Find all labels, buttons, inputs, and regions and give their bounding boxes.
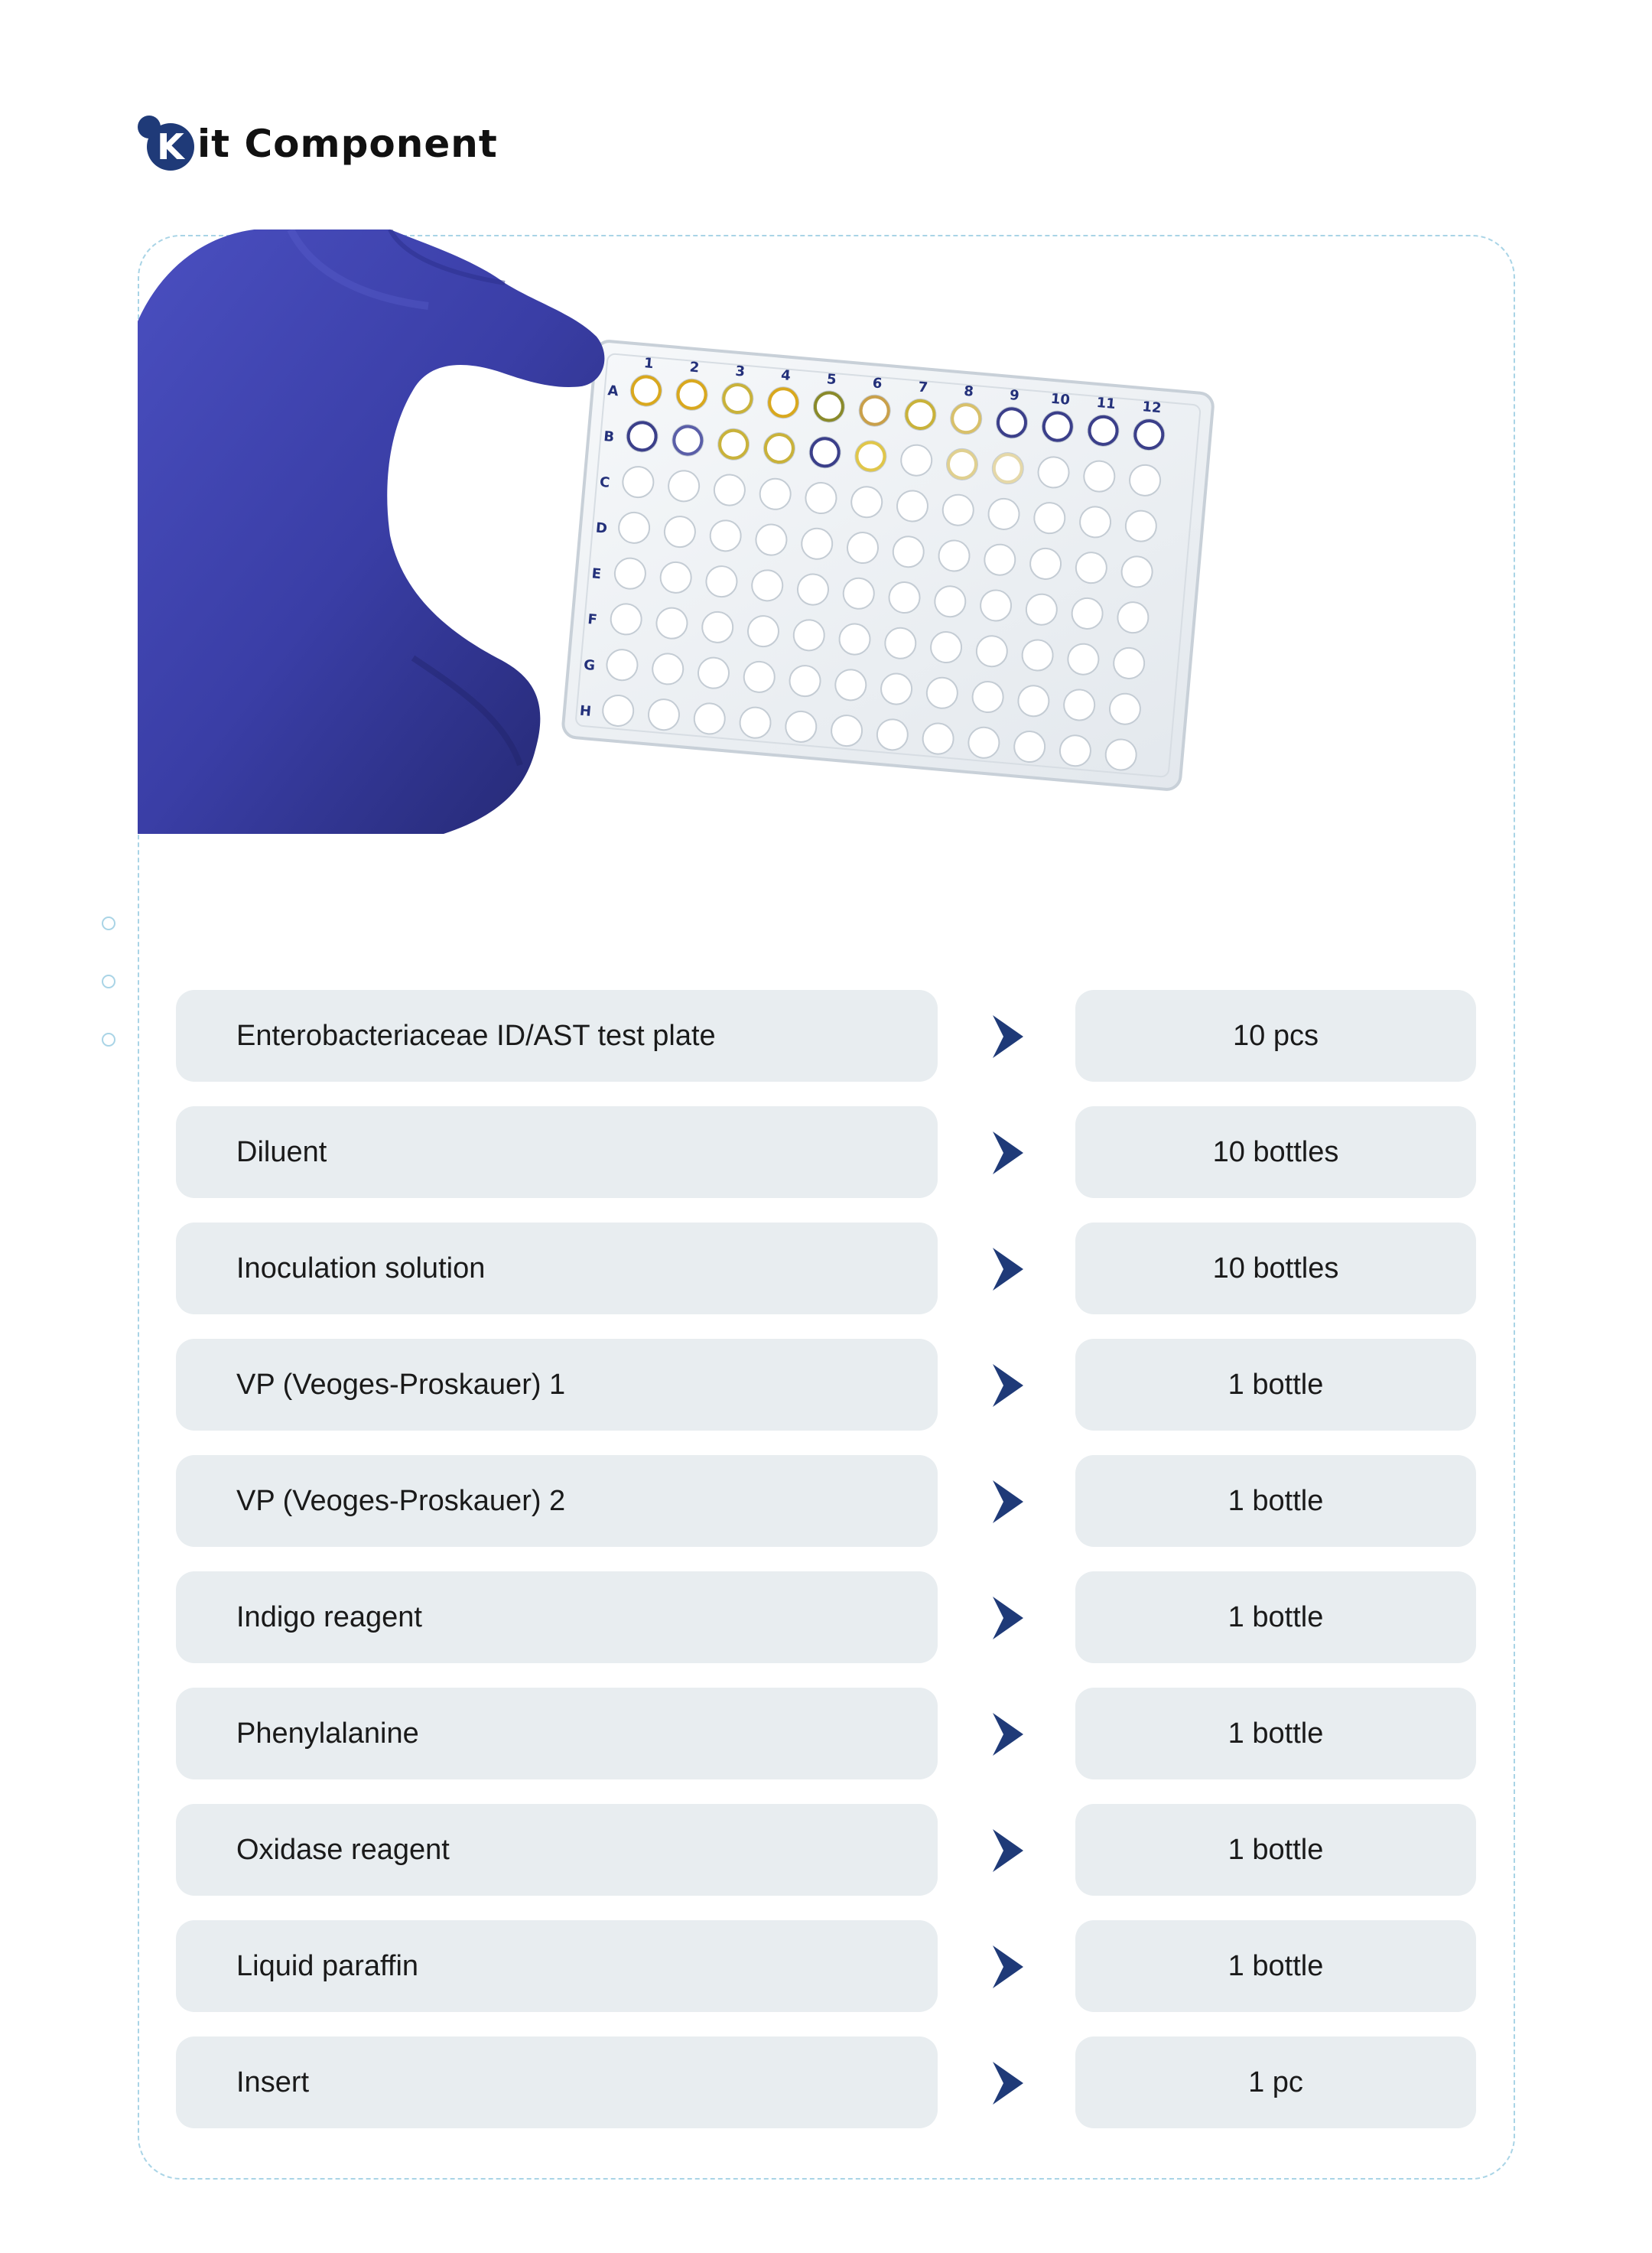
glove-icon <box>138 230 604 834</box>
chevron-right-icon <box>990 1015 1023 1058</box>
svg-text:8: 8 <box>963 383 974 400</box>
chevron-right-icon <box>990 1248 1023 1291</box>
component-name-pill <box>176 1339 938 1431</box>
svg-text:D: D <box>595 519 608 537</box>
component-quantity-pill <box>1075 1223 1476 1314</box>
component-quantity: 1 bottle <box>1228 1484 1324 1517</box>
chevron-right-icon <box>990 1480 1023 1523</box>
component-row <box>176 1106 1476 1198</box>
svg-text:G: G <box>583 656 596 675</box>
component-quantity: 1 bottle <box>1228 1368 1324 1401</box>
component-row <box>176 1920 1476 2012</box>
component-quantity-pill <box>1075 1804 1476 1896</box>
component-row <box>176 1223 1476 1314</box>
test-plate-icon <box>562 340 1214 791</box>
component-quantity: 10 pcs <box>1233 1019 1319 1052</box>
svg-text:B: B <box>603 428 615 446</box>
component-quantity-pill <box>1075 990 1476 1082</box>
component-row <box>176 1804 1476 1896</box>
svg-text:6: 6 <box>871 375 883 392</box>
component-name: Diluent <box>236 1135 327 1168</box>
page-header <box>138 113 498 174</box>
svg-text:10: 10 <box>1049 390 1071 409</box>
component-name-pill <box>176 990 938 1082</box>
component-row <box>176 1455 1476 1547</box>
component-name: VP (Veoges-Proskauer) 2 <box>236 1484 566 1517</box>
svg-text:7: 7 <box>917 379 928 396</box>
component-name: Inoculation solution <box>236 1252 486 1284</box>
component-quantity-pill <box>1075 1571 1476 1663</box>
svg-text:9: 9 <box>1009 387 1020 405</box>
component-name-pill <box>176 1571 938 1663</box>
svg-text:4: 4 <box>780 366 792 384</box>
component-name-pill <box>176 1106 938 1198</box>
component-name: Phenylalanine <box>236 1717 419 1750</box>
component-name: Enterobacteriaceae ID/AST test plate <box>236 1019 716 1052</box>
svg-text:1: 1 <box>643 355 655 373</box>
component-quantity-pill <box>1075 1920 1476 2012</box>
component-name: VP (Veoges-Proskauer) 1 <box>236 1368 566 1401</box>
chevron-right-icon <box>990 2062 1023 2105</box>
svg-text:2: 2 <box>688 359 701 376</box>
component-name: Oxidase reagent <box>236 1833 450 1866</box>
component-name-pill <box>176 1688 938 1779</box>
component-row <box>176 1688 1476 1779</box>
component-quantity: 1 pc <box>1248 2066 1303 2098</box>
svg-text:A: A <box>606 383 620 400</box>
component-name-pill <box>176 1455 938 1547</box>
component-quantity: 10 bottles <box>1212 1252 1339 1284</box>
component-quantity: 1 bottle <box>1228 1833 1324 1866</box>
component-row <box>176 1339 1476 1431</box>
component-name-pill <box>176 1920 938 2012</box>
component-quantity-pill <box>1075 1339 1476 1431</box>
dot-icon <box>102 917 115 930</box>
svg-text:E: E <box>590 565 602 583</box>
chevron-right-icon <box>990 1829 1023 1872</box>
chevron-right-icon <box>990 1713 1023 1756</box>
component-name-pill <box>176 1223 938 1314</box>
component-name: Insert <box>236 2066 310 2098</box>
svg-text:12: 12 <box>1141 399 1163 417</box>
product-photo <box>138 230 1254 864</box>
component-name: Indigo reagent <box>236 1600 422 1633</box>
dot-icon <box>102 1033 115 1047</box>
component-name-pill <box>176 1804 938 1896</box>
component-quantity: 10 bottles <box>1212 1135 1339 1168</box>
component-row <box>176 2036 1476 2128</box>
dot-icon <box>102 975 115 988</box>
component-quantity-pill <box>1075 2036 1476 2128</box>
component-row <box>176 990 1476 1082</box>
component-row <box>176 1571 1476 1663</box>
svg-text:11: 11 <box>1095 394 1117 413</box>
svg-text:F: F <box>587 611 598 629</box>
component-name-pill <box>176 2036 938 2128</box>
svg-text:3: 3 <box>734 363 746 380</box>
component-quantity: 1 bottle <box>1228 1949 1324 1982</box>
component-quantity: 1 bottle <box>1228 1717 1324 1750</box>
logo-k-icon <box>138 116 194 172</box>
svg-text:5: 5 <box>826 371 837 389</box>
chevron-right-icon <box>990 1364 1023 1407</box>
decorative-dots <box>102 917 115 1091</box>
component-quantity-pill <box>1075 1455 1476 1547</box>
svg-text:H: H <box>579 702 592 720</box>
title-initial: K <box>157 126 184 168</box>
chevron-right-icon <box>990 1131 1023 1174</box>
chevron-right-icon <box>990 1597 1023 1639</box>
component-quantity-pill <box>1075 1106 1476 1198</box>
svg-text:C: C <box>599 474 611 491</box>
chevron-right-icon <box>990 1945 1023 1988</box>
component-quantity: 1 bottle <box>1228 1600 1324 1633</box>
component-list <box>176 990 1476 2153</box>
component-quantity-pill <box>1075 1688 1476 1779</box>
page-title: it Component <box>197 122 498 166</box>
component-name: Liquid paraffin <box>236 1949 419 1982</box>
